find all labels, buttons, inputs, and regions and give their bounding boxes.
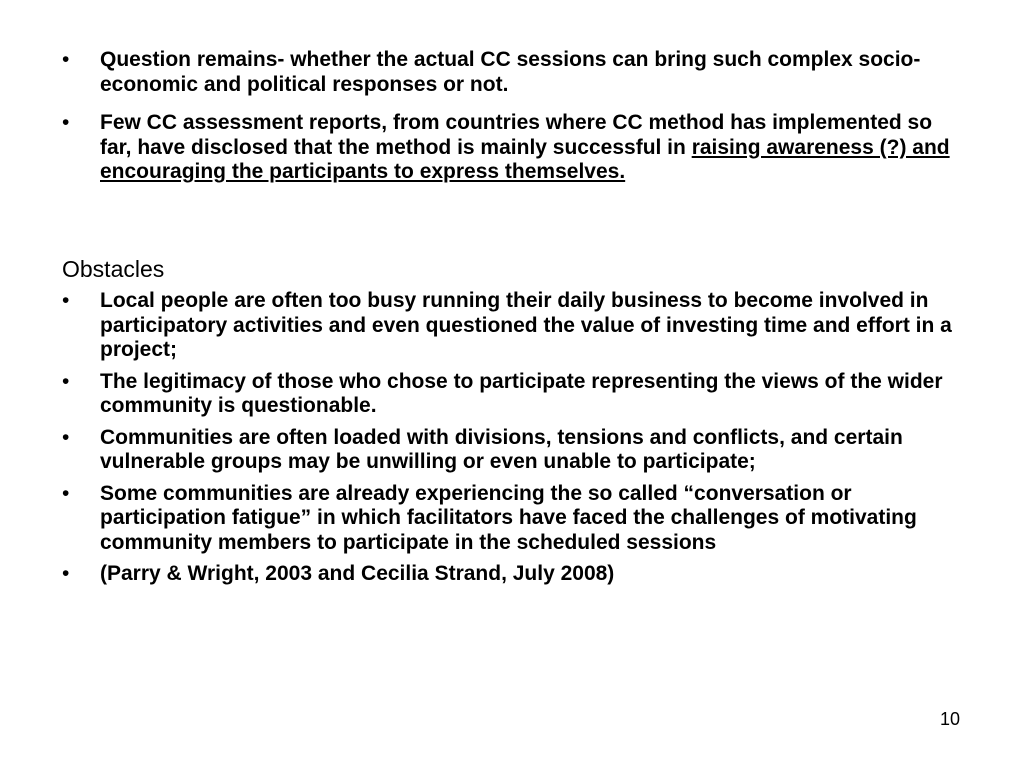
- bullet-text: Communities are often loaded with divisions, tensions and conflicts, and certain vulnerable groups may be unwilling or even unable to participate;: [100, 425, 903, 473]
- page-number: 10: [940, 709, 961, 729]
- obstacle-item-legitimacy: [62, 370, 962, 419]
- bullet-icon: •: [62, 289, 70, 312]
- bullet-icon: •: [62, 369, 70, 393]
- obstacle-item-fatigue: [62, 482, 962, 556]
- bullet-icon: •: [62, 425, 70, 449]
- underlined-text: raising awareness (?) and encouraging the participants to express themselves.: [100, 135, 950, 183]
- bullet-text: Local people are often too busy running their daily business to become involved in participatory activities and even questioned the value of investing time and effort in a project;: [100, 289, 952, 361]
- bullet-text: Few CC assessment reports, from countries where CC method has implemented so far, have disclosed that the method is mainly successful in: [100, 111, 933, 159]
- bullet-icon: •: [62, 562, 70, 585]
- bullet-icon: •: [62, 111, 70, 134]
- bullet-text: (Parry & Wright, 2003 and Cecilia Strand, July 2008): [100, 562, 615, 585]
- obstacle-item-divisions: [62, 426, 962, 475]
- obstacle-item-busy: [62, 289, 962, 363]
- bullet-text: Question remains- whether the actual CC sessions can bring such complex socio-economic and political responses or not.: [100, 48, 921, 96]
- bullet-text: Some communities are already experiencing the so called “conversation or participation fatigue” in which facilitators have faced the challenges of motivating community members to participate in the scheduled sessions: [100, 481, 917, 554]
- obstacles-bullet-list: [62, 289, 962, 587]
- bullet-icon: •: [62, 481, 70, 505]
- bullet-icon: •: [62, 48, 70, 71]
- bullet-item-assessment-reports: [62, 111, 962, 185]
- obstacles-heading: Obstacles: [62, 256, 165, 282]
- bullet-item-question-remains: [62, 48, 962, 97]
- obstacle-item-citation: [62, 562, 962, 587]
- intro-bullet-list: [62, 48, 962, 185]
- bullet-text: The legitimacy of those who chose to participate representing the views of the wider community is questionable.: [100, 369, 943, 417]
